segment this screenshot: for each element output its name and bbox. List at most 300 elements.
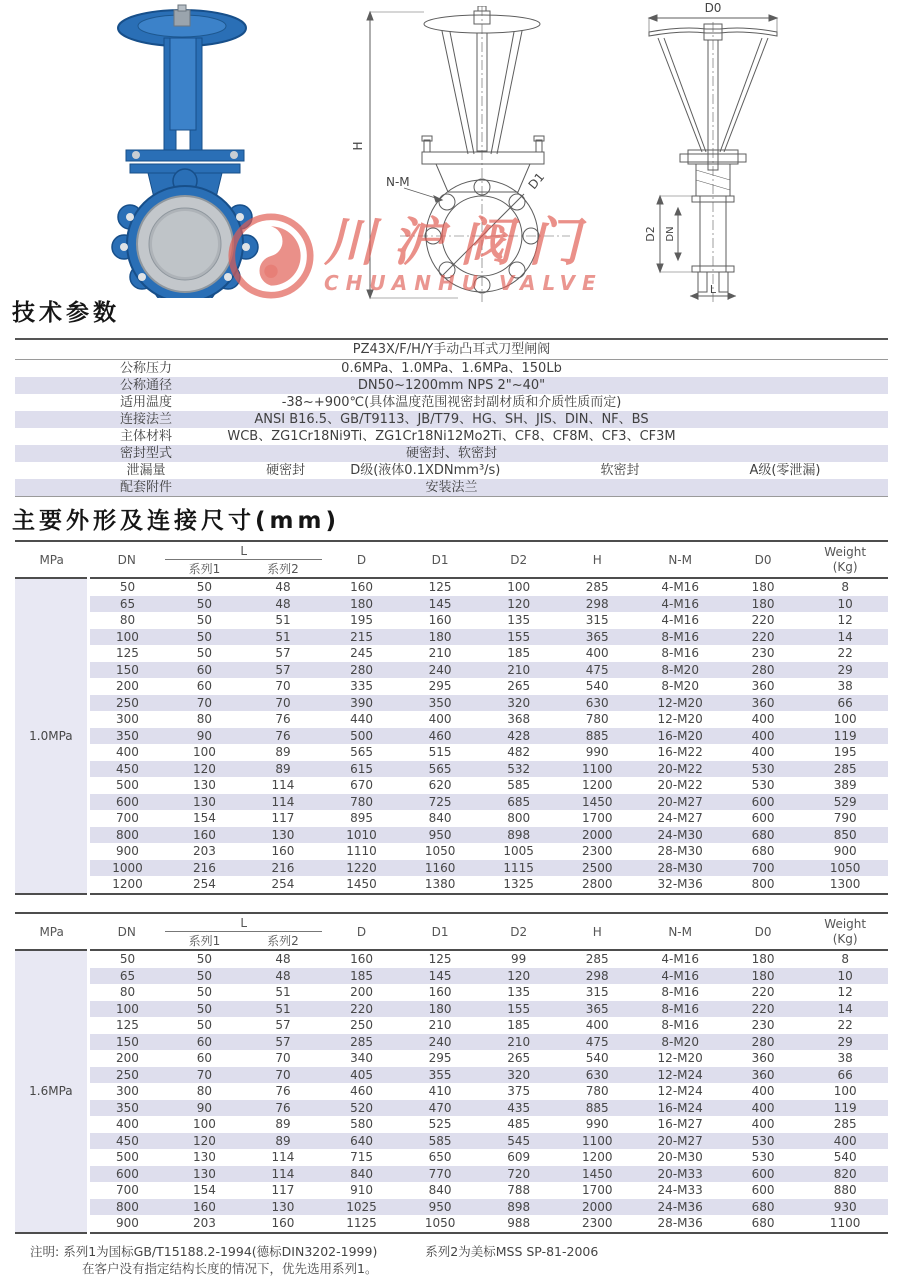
dim-cell: 254 [192,877,216,891]
dim-cell: 89 [244,761,323,778]
param-value: -38~+900℃(具体温度范围视密封副材质和介质性质而定) [281,395,622,410]
dim-cell: 585 [401,1133,480,1150]
dim-cell: 500 [322,728,401,745]
dim-cell: 700 [116,811,139,825]
dim-table-row [15,1050,888,1067]
param-value: ANSI B16.5、GB/T9113、JB/T79、HG、SH、JIS、DIN、NF、BS [254,412,649,427]
dim-cell: 120 [479,596,558,613]
dim-cell: 130 [165,1166,244,1183]
dim-cell: 32-M36 [657,877,703,891]
dim-cell: 500 [116,778,139,792]
dim-cell: 24-M33 [657,1183,703,1197]
dim-cell: 2800 [581,877,613,891]
footnote [30,1243,598,1277]
dim-cell: 154 [192,811,216,825]
dim-cell: 145 [401,968,480,985]
param-label: 公称压力 [119,361,172,376]
dim-cell: 285 [833,1117,857,1131]
param-row-accessories [15,479,888,496]
dim-table-body [15,578,888,894]
valve-side-drawing [642,2,784,302]
dim-cell: 428 [479,728,558,745]
dim-cell: 450 [88,1133,165,1150]
dim-cell: 988 [507,1216,531,1230]
dim-cell: 360 [751,1051,775,1065]
dim-cell: 365 [558,629,637,646]
dim-cell: 450 [88,761,165,778]
dim-cell: 14 [802,629,888,646]
dim-table-row [15,1215,888,1233]
dim-cell: 950 [401,1199,480,1216]
dim-cell: 295 [428,1051,452,1065]
dim-cell: 160 [271,844,295,858]
dim-cell: 16-M24 [637,1100,724,1117]
param-value: 硬密封、软密封 [405,446,497,461]
dim-cell: 50 [119,580,136,594]
dim-cell: 130 [165,794,244,811]
dim-cell: 51 [244,629,323,646]
dim-cell: 680 [724,827,803,844]
section-title-tech-params: 技术参数 [12,300,120,326]
dim-cell: 280 [724,1034,803,1051]
dim-cell: 389 [833,778,857,792]
param-row [15,377,888,394]
dim-cell: 1000 [88,860,165,877]
dim-cell: 60 [196,1051,213,1065]
dim-cell: 50 [196,613,213,627]
dim-cell: 210 [479,1034,558,1051]
col-header-d1: D1 [431,924,449,939]
dim-cell: 50 [165,968,244,985]
dim-table-row [15,860,888,877]
dim-cell: 525 [428,1117,452,1131]
dim-cell: 48 [244,968,323,985]
dim-table-row [15,662,888,679]
dim-cell: 76 [244,728,323,745]
dim-cell: 790 [833,811,857,825]
param-row [15,445,888,462]
dim-cell: 685 [479,794,558,811]
dim-cell: 50 [165,1001,244,1018]
dim-cell: 200 [116,1051,139,1065]
col-header-mpa: MPa [39,924,64,939]
dim-cell: 1300 [829,877,861,891]
dim-cell: 130 [192,1150,216,1164]
dim-cell: 895 [350,811,373,825]
dim-cell: 24-M30 [637,827,724,844]
dim-cell: 130 [192,778,216,792]
dim-cell: 195 [350,613,373,627]
dim-label-d0: D0 [704,2,722,15]
dim-cell: 600 [751,1183,775,1197]
dim-cell: 2000 [558,827,637,844]
dim-cell: 200 [116,679,139,693]
dim-table-row [15,1199,888,1216]
dim-cell: 2300 [581,1216,613,1230]
dim-cell: 185 [507,1018,531,1032]
dim-cell: 22 [837,1018,853,1032]
dim-table-row [15,695,888,712]
dim-table-row [15,968,888,985]
dim-table-row [15,1133,888,1150]
dim-cell: 1325 [503,877,534,891]
dim-cell: 145 [401,596,480,613]
dim-cell: 545 [479,1133,558,1150]
dim-cell: 400 [428,712,452,726]
dim-cell: 28-M30 [657,844,703,858]
dim-cell: 29 [802,1034,888,1051]
dim-cell: 840 [428,811,452,825]
dim-table-row [15,1116,888,1133]
dim-cell: 90 [165,1100,244,1117]
dim-cell: 460 [350,1084,373,1098]
dim-cell: 155 [479,629,558,646]
dim-cell: 390 [322,695,401,712]
dim-cell: 76 [275,712,291,726]
dim-cell: 230 [751,646,775,660]
dim-cell: 20-M27 [637,1133,724,1150]
dim-cell: 8-M16 [661,985,699,999]
dim-cell: 180 [751,952,775,966]
weight-unit: (Kg) [832,559,858,574]
dim-cell: 840 [322,1166,401,1183]
dim-cell: 670 [350,778,373,792]
dim-cell: 615 [322,761,401,778]
param-row [15,411,888,428]
dim-cell: 700 [116,1183,139,1197]
dim-cell: 1100 [558,761,637,778]
dim-table-row [15,1166,888,1183]
dim-table-row [15,1083,888,1100]
footnote-series2: 系列2为美标MSS SP-81-2006 [425,1244,599,1259]
dim-cell: 150 [88,662,165,679]
dim-cell: 1125 [346,1216,377,1230]
dim-cell: 210 [428,1018,452,1032]
dim-cell: 630 [558,695,637,712]
dim-cell: 24-M27 [657,811,703,825]
dim-table-row [15,596,888,613]
dim-cell: 1005 [503,844,534,858]
dim-cell: 950 [401,827,480,844]
dim-cell: 70 [275,679,291,693]
dim-cell: 8-M16 [661,646,699,660]
dim-table-row [15,1017,888,1034]
dim-cell: 800 [507,811,531,825]
dim-cell: 4-M16 [661,952,699,966]
dim-cell: 700 [724,860,803,877]
dim-cell: 350 [401,695,480,712]
dim-cell: 120 [165,1133,244,1150]
dim-cell: 295 [428,679,452,693]
dim-cell: 50 [165,629,244,646]
dim-table-row [15,1100,888,1117]
dim-cell: 135 [507,613,531,627]
col-header-series2: 系列2 [267,562,299,576]
dim-cell: 160 [165,1199,244,1216]
tech-params-table [15,338,888,497]
dim-cell: 350 [88,1100,165,1117]
dim-cell: 2300 [581,844,613,858]
param-value: DN50~1200mm NPS 2"~40" [357,378,546,393]
col-header-series1: 系列1 [188,562,221,576]
weight-unit: (Kg) [832,931,858,946]
dim-cell: 400 [802,1133,888,1150]
col-header-nm: N-M [668,924,692,939]
dim-cell: 10 [802,596,888,613]
dim-cell: 70 [275,1051,291,1065]
dim-cell: 80 [196,1084,213,1098]
dim-cell: 250 [88,695,165,712]
footnote-series1: 系列1为国标GB/T15188.2-1994(德标DIN3202-1999) [63,1244,378,1259]
col-header-d2: D2 [510,924,528,939]
dim-cell: 580 [350,1117,373,1131]
dim-cell: 400 [585,646,609,660]
dim-cell: 365 [558,1001,637,1018]
dim-cell: 320 [479,695,558,712]
pressure-class-cell: 1.0MPa [15,578,88,894]
dim-cell: 285 [322,1034,401,1051]
dim-cell: 125 [428,952,452,966]
dim-cell: 1025 [322,1199,401,1216]
dim-table-row [15,1182,888,1199]
dim-table-1.6mpa [15,912,888,1234]
dim-cell: 990 [585,1117,609,1131]
leakage-hard-seal-label: 硬密封 [266,463,306,478]
col-header-dn: DN [117,552,136,567]
dim-cell: 8-M20 [661,679,699,693]
dim-cell: 350 [88,728,165,745]
dim-cell: 185 [507,646,531,660]
dim-cell: 100 [192,745,216,759]
col-header-nm: N-M [668,552,692,567]
dim-cell: 70 [165,1067,244,1084]
dim-cell: 540 [585,1051,609,1065]
col-header-weight [802,541,888,578]
dim-table-body [15,950,888,1233]
dim-cell: 135 [507,985,531,999]
dim-cell: 355 [401,1067,480,1084]
param-label: 泄漏量 [126,463,166,478]
dim-cell: 100 [88,629,165,646]
dim-cell: 770 [401,1166,480,1183]
dim-cell: 160 [350,952,373,966]
dim-cell: 76 [244,1100,323,1117]
dim-cell: 160 [165,827,244,844]
dim-cell: 400 [751,1117,775,1131]
dim-table-row [15,761,888,778]
dim-cell: 117 [271,1183,295,1197]
dim-cell: 1115 [479,860,558,877]
dim-cell: 8 [841,952,849,966]
dim-cell: 400 [116,745,139,759]
dim-table-row [15,1149,888,1166]
col-header-d0: D0 [754,552,772,567]
dim-cell: 1450 [558,1166,637,1183]
dim-cell: 285 [585,952,609,966]
dim-cell: 800 [88,827,165,844]
dim-cell: 898 [479,827,558,844]
dim-cell: 220 [751,613,775,627]
dim-cell: 66 [802,695,888,712]
param-row [15,394,888,411]
dim-cell: 180 [724,968,803,985]
param-row [15,360,888,377]
dim-cell: 119 [802,1100,888,1117]
dim-cell: 680 [751,1216,775,1230]
dim-table-row [15,794,888,811]
dim-cell: 600 [88,794,165,811]
dim-cell: 12-M20 [657,1051,703,1065]
dim-cell: 4-M16 [661,613,699,627]
dim-cell: 180 [322,596,401,613]
dim-cell: 8-M16 [661,1018,699,1032]
col-header-d1: D1 [431,552,449,567]
dim-cell: 24-M36 [637,1199,724,1216]
dim-cell: 220 [724,1001,803,1018]
leakage-soft-seal-label: 软密封 [600,463,640,478]
col-header-dn: DN [117,924,136,939]
dim-cell: 38 [837,1051,853,1065]
dim-cell: 216 [244,860,323,877]
dim-label-nm: N-M [386,175,410,189]
dim-cell: 114 [271,778,295,792]
dim-cell: 265 [507,679,531,693]
dim-cell: 120 [165,761,244,778]
dim-table-row [15,1001,888,1018]
dim-cell: 51 [244,1001,323,1018]
col-header-series2: 系列2 [267,934,299,948]
valve-front-drawing [338,6,576,302]
dim-cell: 57 [244,662,323,679]
dim-cell: 16-M27 [657,1117,703,1131]
dim-cell: 1050 [424,1216,456,1230]
dim-cell: 470 [401,1100,480,1117]
dim-cell: 76 [275,1084,291,1098]
dim-cell: 12-M24 [657,1084,703,1098]
dim-cell: 1100 [829,1216,861,1230]
dim-cell: 780 [585,1084,609,1098]
dim-cell: 900 [116,1216,139,1230]
dim-table-row [15,777,888,794]
dim-cell: 60 [196,679,213,693]
dim-cell: 220 [724,629,803,646]
dim-table-row [15,1067,888,1084]
dim-cell: 1050 [424,844,456,858]
dim-cell: 2000 [558,1199,637,1216]
dim-cell: 250 [88,1067,165,1084]
dim-cell: 780 [585,712,609,726]
dim-table-header [15,541,888,578]
dim-cell: 4-M16 [661,580,699,594]
dim-cell: 60 [165,1034,244,1051]
dim-cell: 475 [558,662,637,679]
brand-name-en: CHUANHU VALVE [324,271,603,295]
dim-cell: 900 [116,844,139,858]
dim-cell: 1220 [322,860,401,877]
dim-cell: 14 [802,1001,888,1018]
dim-cell: 210 [479,662,558,679]
dim-cell: 298 [558,596,637,613]
dim-table-row [15,843,888,860]
dim-cell: 530 [724,1133,803,1150]
dim-cell: 125 [428,580,452,594]
dim-table-row [15,578,888,596]
dim-cell: 4-M16 [637,968,724,985]
dim-cell: 80 [196,712,213,726]
dim-cell: 609 [507,1150,531,1164]
dim-cell: 203 [192,844,216,858]
param-label: 公称通径 [119,378,172,393]
dim-cell: 180 [401,1001,480,1018]
param-row-leakage [15,462,888,479]
dim-cell: 400 [751,745,775,759]
col-header-d2: D2 [510,552,528,567]
dim-cell: 125 [116,646,139,660]
dim-cell: 51 [275,613,291,627]
dim-cell: 840 [428,1183,452,1197]
dim-cell: 125 [116,1018,139,1032]
dim-cell: 48 [275,580,291,594]
dim-cell: 50 [196,580,213,594]
footnote-prefix: 注明: [30,1244,60,1259]
dim-cell: 265 [507,1051,531,1065]
dim-cell: 8-M16 [637,1001,724,1018]
dim-cell: 1700 [581,811,613,825]
dim-cell: 600 [724,794,803,811]
dim-cell: 285 [585,580,609,594]
dim-cell: 8-M16 [637,629,724,646]
dim-cell: 600 [751,811,775,825]
dim-cell: 400 [751,712,775,726]
dim-table-row [15,827,888,844]
dim-cell: 130 [244,827,323,844]
dim-cell: 230 [751,1018,775,1032]
dim-cell: 50 [196,646,213,660]
dim-cell: 119 [802,728,888,745]
dim-cell: 100 [88,1001,165,1018]
dim-cell: 280 [724,662,803,679]
dim-cell: 185 [322,968,401,985]
param-value: WCB、ZG1Cr18Ni9Ti、ZG1Cr18Ni12Mo2Ti、CF8、CF8M、CF3、CF3M [227,429,676,444]
dim-cell: 990 [585,745,609,759]
dim-cell: 245 [350,646,373,660]
dim-cell: 28-M36 [657,1216,703,1230]
dim-cell: 360 [724,1067,803,1084]
dim-cell: 630 [558,1067,637,1084]
dim-cell: 1450 [346,877,377,891]
dim-cell: 515 [428,745,452,759]
leakage-soft-seal-value: A级(零泄漏) [749,463,821,478]
dim-table-row [15,876,888,894]
dim-cell: 315 [585,613,609,627]
dim-cell: 50 [196,985,213,999]
dim-cell: 20-M22 [637,761,724,778]
weight-label: Weight [824,544,867,559]
dim-cell: 405 [322,1067,401,1084]
dim-cell: 195 [833,745,857,759]
dim-cell: 65 [88,968,165,985]
dim-cell: 530 [724,761,803,778]
param-value: 0.6MPa、1.0MPa、1.6MPa、150Lb [341,361,562,376]
dim-cell: 680 [724,1199,803,1216]
dim-cell: 220 [751,985,775,999]
dim-cell: 20-M27 [637,794,724,811]
dim-cell: 150 [88,1034,165,1051]
dim-cell: 800 [751,877,775,891]
dim-cell: 930 [802,1199,888,1216]
dim-cell: 8 [841,580,849,594]
dim-cell: 50 [165,596,244,613]
